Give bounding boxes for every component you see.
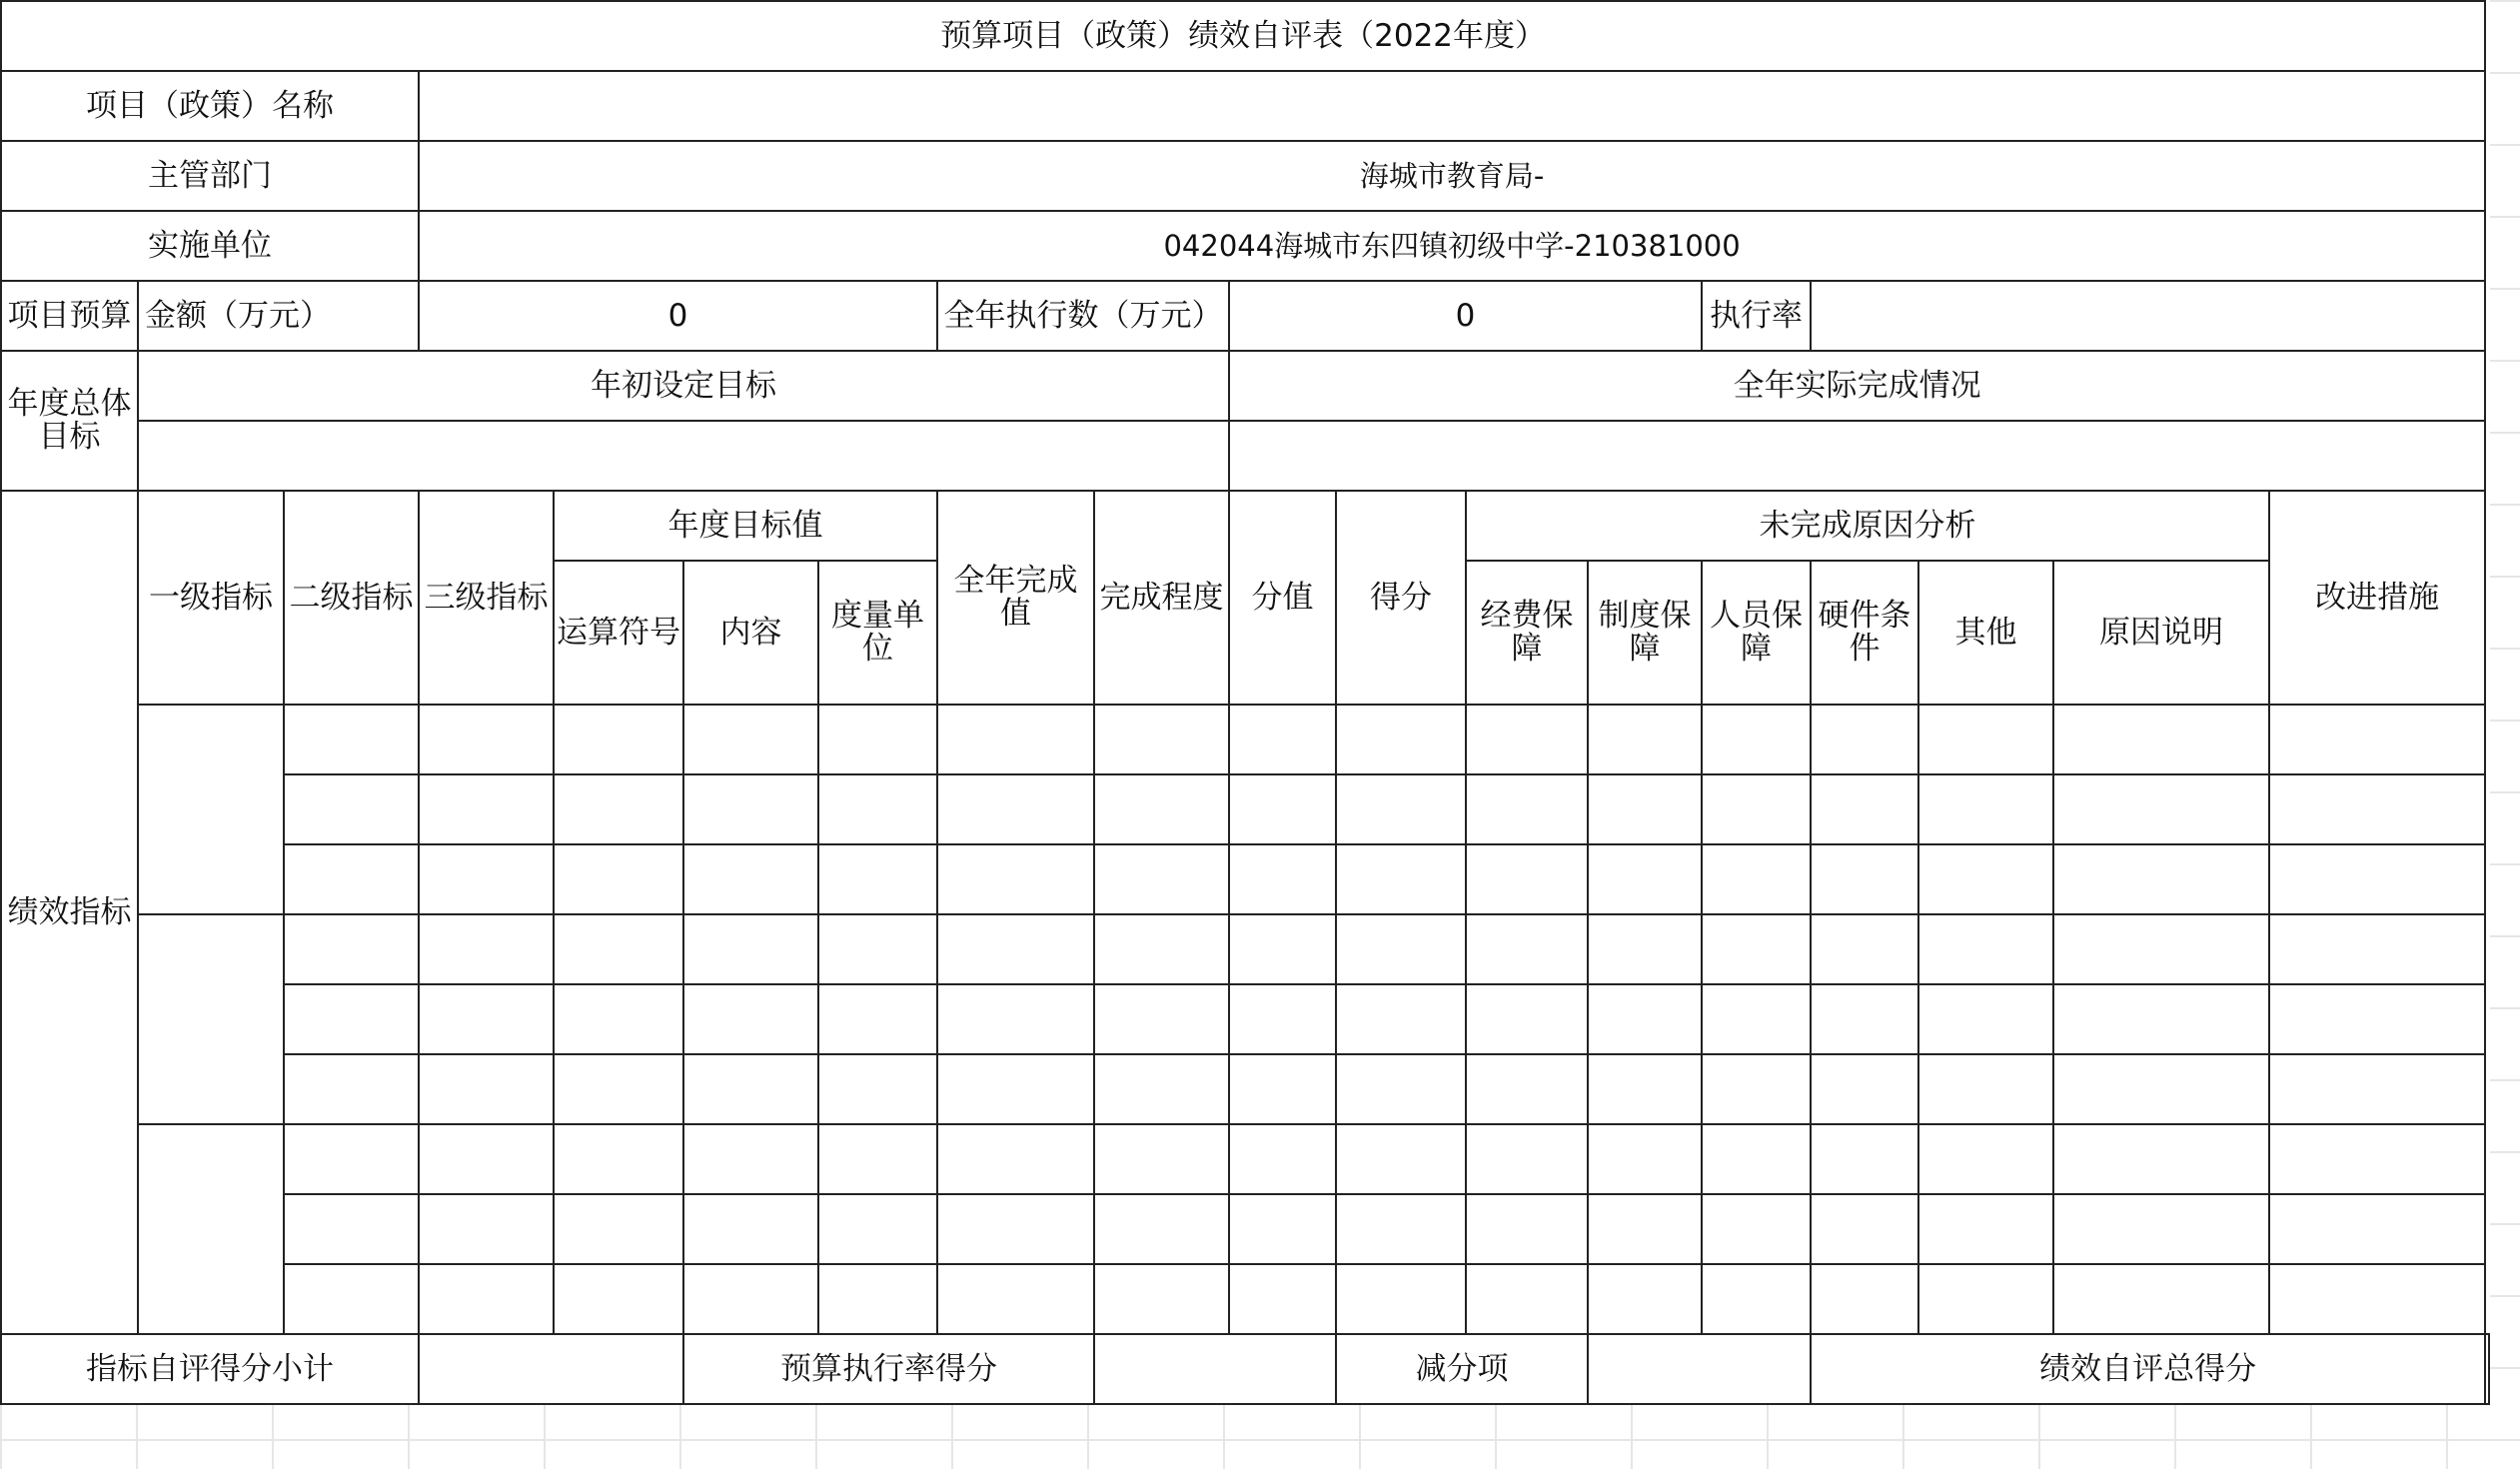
table-cell[interactable] bbox=[937, 1264, 1094, 1334]
table-cell[interactable] bbox=[1229, 984, 1336, 1054]
table-cell[interactable] bbox=[1229, 705, 1336, 774]
table-cell[interactable] bbox=[419, 914, 554, 984]
table-cell[interactable] bbox=[1811, 705, 1918, 774]
table-cell[interactable] bbox=[937, 705, 1094, 774]
table-cell[interactable] bbox=[554, 1124, 683, 1194]
unit-header: 度量单位 bbox=[818, 561, 937, 705]
table-cell[interactable] bbox=[818, 1264, 937, 1334]
table-cell[interactable] bbox=[1811, 1054, 1918, 1124]
table-cell[interactable] bbox=[1336, 914, 1466, 984]
table-cell[interactable] bbox=[2053, 984, 2269, 1054]
table-cell[interactable] bbox=[284, 705, 419, 774]
table-cell[interactable] bbox=[1588, 914, 1702, 984]
budget-rate-score-label: 预算执行率得分 bbox=[683, 1334, 1094, 1404]
table-cell[interactable] bbox=[2269, 844, 2485, 914]
annual-value-header: 全年完成值 bbox=[937, 491, 1094, 705]
table-row bbox=[1, 914, 2489, 984]
table-cell[interactable] bbox=[2053, 1194, 2269, 1264]
table-cell[interactable] bbox=[554, 1054, 683, 1124]
level3-header: 三级指标 bbox=[419, 491, 554, 705]
table-cell[interactable] bbox=[1094, 914, 1229, 984]
table-cell[interactable] bbox=[1466, 1124, 1588, 1194]
table-cell[interactable] bbox=[1702, 1194, 1811, 1264]
table-cell[interactable] bbox=[1918, 984, 2053, 1054]
table-cell[interactable] bbox=[1918, 844, 2053, 914]
table-cell[interactable] bbox=[1588, 844, 1702, 914]
table-cell[interactable] bbox=[419, 1054, 554, 1124]
table-cell[interactable] bbox=[683, 1194, 818, 1264]
table-cell[interactable] bbox=[818, 984, 937, 1054]
table-cell[interactable] bbox=[1229, 1054, 1336, 1124]
table-cell[interactable] bbox=[419, 705, 554, 774]
table-cell[interactable] bbox=[1918, 1264, 2053, 1334]
initial-goal-value[interactable] bbox=[138, 421, 1229, 491]
table-cell[interactable] bbox=[1918, 1054, 2053, 1124]
table-cell[interactable] bbox=[1229, 774, 1336, 844]
table-cell[interactable] bbox=[1702, 774, 1811, 844]
table-row bbox=[1, 705, 2489, 774]
table-cell[interactable] bbox=[1466, 1194, 1588, 1264]
table-cell[interactable] bbox=[554, 914, 683, 984]
table-cell[interactable] bbox=[1466, 1264, 1588, 1334]
project-name-value[interactable] bbox=[419, 71, 2485, 141]
table-cell[interactable] bbox=[1588, 1124, 1702, 1194]
table-cell[interactable] bbox=[1336, 1054, 1466, 1124]
table-cell[interactable] bbox=[1811, 1124, 1918, 1194]
table-cell[interactable] bbox=[419, 1264, 554, 1334]
budget-rate-score-value[interactable] bbox=[1094, 1334, 1336, 1404]
level1-header: 一级指标 bbox=[138, 491, 284, 705]
table-cell[interactable] bbox=[937, 984, 1094, 1054]
budget-executed-value[interactable]: 0 bbox=[1229, 281, 1702, 351]
actual-completion-header: 全年实际完成情况 bbox=[1229, 351, 2485, 421]
budget-executed-label: 全年执行数（万元） bbox=[937, 281, 1229, 351]
table-cell[interactable] bbox=[1918, 705, 2053, 774]
table-cell[interactable] bbox=[1588, 1264, 1702, 1334]
table-cell[interactable] bbox=[554, 984, 683, 1054]
table-cell[interactable] bbox=[818, 705, 937, 774]
table-cell[interactable] bbox=[1588, 774, 1702, 844]
funding-header: 经费保障 bbox=[1466, 561, 1588, 705]
table-cell[interactable] bbox=[1588, 1194, 1702, 1264]
total-score-value[interactable] bbox=[2485, 1334, 2489, 1404]
table-cell[interactable] bbox=[1094, 1054, 1229, 1124]
table-cell[interactable] bbox=[1702, 705, 1811, 774]
reason-header: 原因说明 bbox=[2053, 561, 2269, 705]
table-cell[interactable] bbox=[2269, 914, 2485, 984]
table-cell[interactable] bbox=[284, 1194, 419, 1264]
execution-rate-label: 执行率 bbox=[1702, 281, 1811, 351]
hardware-header: 硬件条件 bbox=[1811, 561, 1918, 705]
table-cell[interactable] bbox=[1094, 1194, 1229, 1264]
implementer-value[interactable]: 042044海城市东四镇初级中学-210381000 bbox=[419, 211, 2485, 281]
table-cell[interactable] bbox=[1811, 984, 1918, 1054]
table-cell[interactable] bbox=[937, 1194, 1094, 1264]
table-cell[interactable] bbox=[284, 914, 419, 984]
table-row bbox=[1, 1264, 2489, 1334]
table-cell[interactable] bbox=[2053, 844, 2269, 914]
table-cell[interactable] bbox=[284, 1264, 419, 1334]
table-cell[interactable] bbox=[1094, 774, 1229, 844]
table-cell[interactable] bbox=[1811, 844, 1918, 914]
target-value-group-header: 年度目标值 bbox=[554, 491, 937, 561]
table-cell[interactable] bbox=[1229, 1194, 1336, 1264]
table-cell[interactable] bbox=[1466, 844, 1588, 914]
table-cell[interactable] bbox=[1918, 1194, 2053, 1264]
table-row bbox=[1, 1194, 2489, 1264]
score-header: 得分 bbox=[1336, 491, 1466, 705]
table-cell[interactable] bbox=[683, 1054, 818, 1124]
total-score-label: 绩效自评总得分 bbox=[1811, 1334, 2485, 1404]
score-value-header: 分值 bbox=[1229, 491, 1336, 705]
table-cell[interactable] bbox=[1811, 914, 1918, 984]
table-cell[interactable] bbox=[1336, 1124, 1466, 1194]
table-cell[interactable] bbox=[1466, 774, 1588, 844]
table-cell[interactable] bbox=[1702, 1124, 1811, 1194]
table-cell[interactable] bbox=[683, 774, 818, 844]
table-row bbox=[1, 984, 2489, 1054]
subtotal-value[interactable] bbox=[419, 1334, 683, 1404]
project-name-label: 项目（政策）名称 bbox=[1, 71, 419, 141]
table-cell[interactable] bbox=[284, 1054, 419, 1124]
table-cell[interactable] bbox=[1811, 774, 1918, 844]
table-cell[interactable] bbox=[419, 774, 554, 844]
table-cell[interactable] bbox=[2053, 705, 2269, 774]
table-cell[interactable] bbox=[1094, 844, 1229, 914]
table-row bbox=[1, 844, 2489, 914]
table-cell[interactable] bbox=[554, 1194, 683, 1264]
initial-goal-header: 年初设定目标 bbox=[138, 351, 1229, 421]
table-cell[interactable] bbox=[683, 984, 818, 1054]
table-cell[interactable] bbox=[937, 1054, 1094, 1124]
table-cell[interactable] bbox=[554, 774, 683, 844]
table-cell[interactable] bbox=[683, 1124, 818, 1194]
table-cell[interactable] bbox=[1466, 705, 1588, 774]
table-cell[interactable] bbox=[1336, 1194, 1466, 1264]
table-cell[interactable] bbox=[2269, 705, 2485, 774]
table-cell[interactable] bbox=[1336, 705, 1466, 774]
table-cell[interactable] bbox=[1918, 1124, 2053, 1194]
department-label: 主管部门 bbox=[1, 141, 419, 211]
table-cell[interactable] bbox=[419, 1194, 554, 1264]
table-cell[interactable] bbox=[1094, 1264, 1229, 1334]
table-cell[interactable] bbox=[554, 844, 683, 914]
reason-group-header: 未完成原因分析 bbox=[1466, 491, 2269, 561]
table-cell[interactable] bbox=[419, 984, 554, 1054]
table-cell[interactable] bbox=[419, 844, 554, 914]
table-cell[interactable] bbox=[2053, 1124, 2269, 1194]
table-cell[interactable] bbox=[683, 844, 818, 914]
table-cell[interactable] bbox=[2269, 1194, 2485, 1264]
table-cell[interactable] bbox=[2053, 1054, 2269, 1124]
other-header: 其他 bbox=[1918, 561, 2053, 705]
indicators-section-label: 绩效指标 bbox=[1, 491, 138, 1334]
table-row bbox=[1, 1054, 2489, 1124]
department-value[interactable]: 海城市教育局- bbox=[419, 141, 2485, 211]
table-cell[interactable] bbox=[1336, 844, 1466, 914]
table-cell[interactable] bbox=[1702, 1264, 1811, 1334]
table-cell[interactable] bbox=[1702, 984, 1811, 1054]
table-cell[interactable] bbox=[1336, 984, 1466, 1054]
table-cell[interactable] bbox=[937, 914, 1094, 984]
table-cell[interactable] bbox=[1466, 914, 1588, 984]
table-cell[interactable] bbox=[818, 1054, 937, 1124]
table-cell[interactable] bbox=[818, 774, 937, 844]
level1-cell[interactable] bbox=[138, 1124, 284, 1334]
table-cell[interactable] bbox=[818, 1194, 937, 1264]
deduction-value[interactable] bbox=[1588, 1334, 1811, 1404]
table-cell[interactable] bbox=[284, 844, 419, 914]
table-cell[interactable] bbox=[1702, 844, 1811, 914]
table-cell[interactable] bbox=[1918, 774, 2053, 844]
table-cell[interactable] bbox=[1094, 1124, 1229, 1194]
budget-label: 项目预算 bbox=[1, 281, 138, 351]
table-cell[interactable] bbox=[2053, 914, 2269, 984]
table-cell[interactable] bbox=[1336, 774, 1466, 844]
table-row bbox=[1, 774, 2489, 844]
table-cell[interactable] bbox=[2053, 1264, 2269, 1334]
table-cell[interactable] bbox=[2269, 1124, 2485, 1194]
budget-amount-value[interactable]: 0 bbox=[419, 281, 937, 351]
table-cell[interactable] bbox=[554, 705, 683, 774]
table-cell[interactable] bbox=[1094, 705, 1229, 774]
table-cell[interactable] bbox=[284, 984, 419, 1054]
budget-amount-label: 金额（万元） bbox=[138, 281, 419, 351]
table-cell[interactable] bbox=[818, 1124, 937, 1194]
table-cell[interactable] bbox=[2269, 1054, 2485, 1124]
table-cell[interactable] bbox=[683, 705, 818, 774]
table-cell[interactable] bbox=[1229, 1124, 1336, 1194]
table-cell[interactable] bbox=[683, 914, 818, 984]
table-cell[interactable] bbox=[1918, 914, 2053, 984]
table-cell[interactable] bbox=[1229, 1264, 1336, 1334]
table-cell[interactable] bbox=[1229, 844, 1336, 914]
deduction-label: 减分项 bbox=[1336, 1334, 1588, 1404]
table-cell[interactable] bbox=[818, 914, 937, 984]
annual-goal-label: 年度总体目标 bbox=[1, 351, 138, 491]
level1-cell[interactable] bbox=[138, 914, 284, 1124]
table-cell[interactable] bbox=[937, 1124, 1094, 1194]
level1-cell[interactable] bbox=[138, 705, 284, 914]
table-cell[interactable] bbox=[2269, 1264, 2485, 1334]
table-cell[interactable] bbox=[1588, 984, 1702, 1054]
implementer-label: 实施单位 bbox=[1, 211, 419, 281]
form-title: 预算项目（政策）绩效自评表（2022年度） bbox=[1, 1, 2485, 71]
table-cell[interactable] bbox=[1229, 914, 1336, 984]
staff-header: 人员保障 bbox=[1702, 561, 1811, 705]
table-cell[interactable] bbox=[284, 1124, 419, 1194]
system-header: 制度保障 bbox=[1588, 561, 1702, 705]
actual-completion-value[interactable] bbox=[1229, 421, 2485, 491]
table-cell[interactable] bbox=[1466, 1054, 1588, 1124]
table-cell[interactable] bbox=[419, 1124, 554, 1194]
table-cell[interactable] bbox=[1811, 1264, 1918, 1334]
execution-rate-value[interactable] bbox=[1811, 281, 2485, 351]
table-cell[interactable] bbox=[284, 774, 419, 844]
table-cell[interactable] bbox=[937, 844, 1094, 914]
table-cell[interactable] bbox=[1466, 984, 1588, 1054]
level2-header: 二级指标 bbox=[284, 491, 419, 705]
table-cell[interactable] bbox=[1588, 705, 1702, 774]
table-cell[interactable] bbox=[1094, 984, 1229, 1054]
completion-header: 完成程度 bbox=[1094, 491, 1229, 705]
table-cell[interactable] bbox=[1811, 1194, 1918, 1264]
table-cell[interactable] bbox=[1702, 1054, 1811, 1124]
table-cell[interactable] bbox=[818, 844, 937, 914]
table-cell[interactable] bbox=[937, 774, 1094, 844]
table-cell[interactable] bbox=[1702, 914, 1811, 984]
operator-header: 运算符号 bbox=[554, 561, 683, 705]
table-cell[interactable] bbox=[1588, 1054, 1702, 1124]
table-cell[interactable] bbox=[2053, 774, 2269, 844]
table-cell[interactable] bbox=[554, 1264, 683, 1334]
table-cell[interactable] bbox=[2269, 984, 2485, 1054]
content-header: 内容 bbox=[683, 561, 818, 705]
table-cell[interactable] bbox=[2269, 774, 2485, 844]
subtotal-label: 指标自评得分小计 bbox=[1, 1334, 419, 1404]
table-cell[interactable] bbox=[683, 1264, 818, 1334]
table-cell[interactable] bbox=[1336, 1264, 1466, 1334]
table-row bbox=[1, 1124, 2489, 1194]
improvement-header: 改进措施 bbox=[2269, 491, 2485, 705]
